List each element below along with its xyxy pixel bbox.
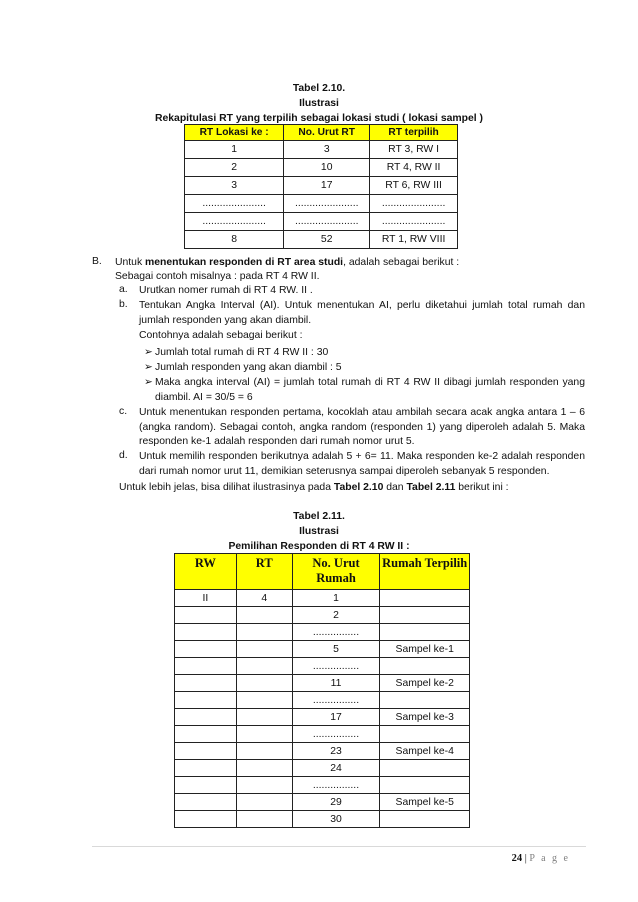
table-cell	[236, 811, 292, 828]
table-2-10	[184, 124, 458, 249]
table-cell	[380, 811, 470, 828]
table-ref-2-10: Tabel 2.10	[333, 482, 384, 493]
table-cell: 4	[236, 590, 292, 607]
table-cell: ......................	[370, 213, 458, 231]
table-cell	[380, 777, 470, 794]
table-row	[175, 777, 470, 794]
table-cell: 23	[292, 743, 380, 760]
arrow-bullet-icon: ➢	[144, 347, 153, 358]
table-cell: 5	[292, 641, 380, 658]
table-cell	[236, 607, 292, 624]
item-d-text: Untuk memilih responden berikutnya adalah 5 + 6= 11. Maka responden ke-2 adalah responden dari rumah nomor urut 11, demikian seterusnya sampai diperoleh sebanyak 5 responden.	[139, 451, 585, 477]
table-row	[175, 692, 470, 709]
table-cell: ................	[292, 726, 380, 743]
table-2-10-number: Tabel 2.10.	[292, 83, 346, 94]
table-cell: ................	[292, 658, 380, 675]
table-row	[185, 159, 458, 177]
table-row	[175, 794, 470, 811]
section-b-example: Sebagai contoh misalnya : pada RT 4 RW II.	[115, 271, 320, 282]
table-ref-2-11: Tabel 2.11	[406, 482, 456, 493]
page-word: P a g e	[529, 853, 570, 864]
table-cell	[236, 692, 292, 709]
page-footer	[512, 853, 570, 864]
table-row	[185, 213, 458, 231]
table-cell: RT 3, RW I	[370, 141, 458, 159]
table-cell	[175, 624, 237, 641]
table-row	[175, 743, 470, 760]
table-2-11-number: Tabel 2.11.	[293, 511, 345, 522]
table-cell: RT 6, RW III	[370, 177, 458, 195]
table-cell	[236, 743, 292, 760]
table-cell	[380, 760, 470, 777]
table-header-row	[175, 554, 470, 590]
table-cell	[175, 607, 237, 624]
table-cell	[236, 760, 292, 777]
table-cell: ......................	[284, 213, 370, 231]
item-d-marker: d.	[119, 450, 128, 461]
table-cell: ......................	[185, 195, 284, 213]
table-cell: 30	[292, 811, 380, 828]
item-a-marker: a.	[119, 284, 128, 295]
closing-mid: dan	[383, 482, 407, 493]
section-b-marker: B.	[92, 256, 102, 267]
table-2-11	[174, 553, 470, 828]
table-cell	[236, 658, 292, 675]
table-2-10-caption	[0, 81, 638, 126]
table-row	[185, 141, 458, 159]
table-cell: 24	[292, 760, 380, 777]
table-cell	[236, 726, 292, 743]
table-cell	[236, 794, 292, 811]
table-row	[175, 760, 470, 777]
column-header: RT Lokasi ke :	[185, 125, 284, 141]
table-cell	[175, 794, 237, 811]
column-header: No. Urut RT	[284, 125, 370, 141]
closing-post: berikut ini :	[455, 482, 509, 493]
table-cell: Sampel ke-3	[380, 709, 470, 726]
bullet-item: Jumlah responden yang akan diambil : 5	[155, 362, 342, 373]
intro-emphasis: menentukan responden di RT area studi	[145, 257, 344, 268]
table-row	[175, 726, 470, 743]
table-cell	[380, 607, 470, 624]
table-cell: ......................	[185, 213, 284, 231]
table-cell: 3	[284, 141, 370, 159]
table-cell: II	[175, 590, 237, 607]
item-a-text: Urutkan nomer rumah di RT 4 RW. II .	[139, 285, 313, 296]
arrow-bullet-icon: ➢	[144, 377, 153, 388]
table-row	[185, 231, 458, 249]
section-b-intro	[115, 256, 595, 271]
table-cell	[380, 590, 470, 607]
table-cell: 1	[292, 590, 380, 607]
footer-separator: |	[522, 853, 530, 864]
table-cell: Sampel ke-1	[380, 641, 470, 658]
table-row	[175, 641, 470, 658]
table-cell	[175, 658, 237, 675]
table-row	[175, 624, 470, 641]
table-cell	[236, 675, 292, 692]
table-cell: ................	[292, 692, 380, 709]
table-cell: ................	[292, 624, 380, 641]
column-header: RW	[175, 554, 237, 590]
item-b-example: Contohnya adalah sebagai berikut :	[139, 330, 303, 341]
table-cell: Sampel ke-5	[380, 794, 470, 811]
table-cell	[236, 709, 292, 726]
column-header: RT	[236, 554, 292, 590]
table-cell: 8	[185, 231, 284, 249]
closing-text	[119, 481, 585, 496]
item-b-text: Tentukan Angka Interval (AI). Untuk menentukan AI, perlu diketahui jumlah total rumah dan jumlah responden yang akan diambil.	[139, 300, 585, 326]
table-cell: ......................	[284, 195, 370, 213]
table-cell	[175, 726, 237, 743]
table-cell: 29	[292, 794, 380, 811]
table-cell	[175, 811, 237, 828]
arrow-bullet-icon: ➢	[144, 362, 153, 373]
table-cell	[236, 624, 292, 641]
table-cell: 1	[185, 141, 284, 159]
table-cell: 52	[284, 231, 370, 249]
table-cell	[236, 641, 292, 658]
item-b-marker: b.	[119, 299, 128, 310]
table-row	[175, 607, 470, 624]
intro-text: Untuk	[115, 257, 146, 268]
table-cell: 11	[292, 675, 380, 692]
item-c-text: Untuk menentukan responden pertama, kocoklah atau ambilah secara acak angka antara 1 – 6 (angka random). Sebagai contoh, angka random (responden 1) yang diperoleh adalah 5. Maka responden ke-1 adalah responden dari rumah nomor urut 5.	[139, 407, 585, 447]
table-header-row	[185, 125, 458, 141]
table-cell: 2	[185, 159, 284, 177]
table-cell: Sampel ke-4	[380, 743, 470, 760]
table-2-11-subtitle: Ilustrasi	[299, 526, 339, 537]
table-cell: 10	[284, 159, 370, 177]
table-cell	[380, 658, 470, 675]
table-row	[175, 590, 470, 607]
table-row	[185, 195, 458, 213]
table-cell	[236, 777, 292, 794]
table-cell	[175, 641, 237, 658]
table-row	[175, 658, 470, 675]
table-cell: ......................	[370, 195, 458, 213]
table-cell	[380, 726, 470, 743]
table-cell: RT 4, RW II	[370, 159, 458, 177]
table-cell	[175, 760, 237, 777]
table-cell	[380, 692, 470, 709]
table-row	[175, 811, 470, 828]
item-c-marker: c.	[119, 406, 128, 417]
intro-text-end: , adalah sebagai berikut :	[343, 257, 460, 268]
table-cell	[175, 709, 237, 726]
table-row	[185, 177, 458, 195]
footer-divider	[92, 846, 586, 847]
closing-pre: Untuk lebih jelas, bisa dilihat ilustrasinya pada	[119, 482, 334, 493]
table-2-10-title: Rekapitulasi RT yang terpilih sebagai lokasi studi ( lokasi sampel )	[155, 113, 483, 124]
table-cell	[175, 692, 237, 709]
table-cell: ................	[292, 777, 380, 794]
table-cell: 17	[292, 709, 380, 726]
table-cell	[175, 743, 237, 760]
bullet-item: Jumlah total rumah di RT 4 RW II : 30	[155, 347, 329, 358]
table-cell	[175, 777, 237, 794]
table-row	[175, 675, 470, 692]
table-cell: 2	[292, 607, 380, 624]
table-2-10-subtitle: Ilustrasi	[299, 98, 339, 109]
table-2-11-caption	[0, 509, 638, 554]
column-header: Rumah Terpilih	[380, 554, 470, 590]
page-number: 24	[511, 853, 523, 864]
table-cell: 17	[284, 177, 370, 195]
table-2-11-title: Pemilihan Responden di RT 4 RW II :	[228, 541, 410, 552]
bullet-item: Maka angka interval (AI) = jumlah total rumah di RT 4 RW II dibagi jumlah responden yang diambil. AI = 30/5 = 6	[155, 377, 585, 403]
table-cell: 3	[185, 177, 284, 195]
table-cell: Sampel ke-2	[380, 675, 470, 692]
table-cell	[380, 624, 470, 641]
table-cell	[175, 675, 237, 692]
column-header: RT terpilih	[370, 125, 458, 141]
table-cell: RT 1, RW VIII	[370, 231, 458, 249]
column-header: No. Urut Rumah	[292, 554, 380, 590]
table-row	[175, 709, 470, 726]
